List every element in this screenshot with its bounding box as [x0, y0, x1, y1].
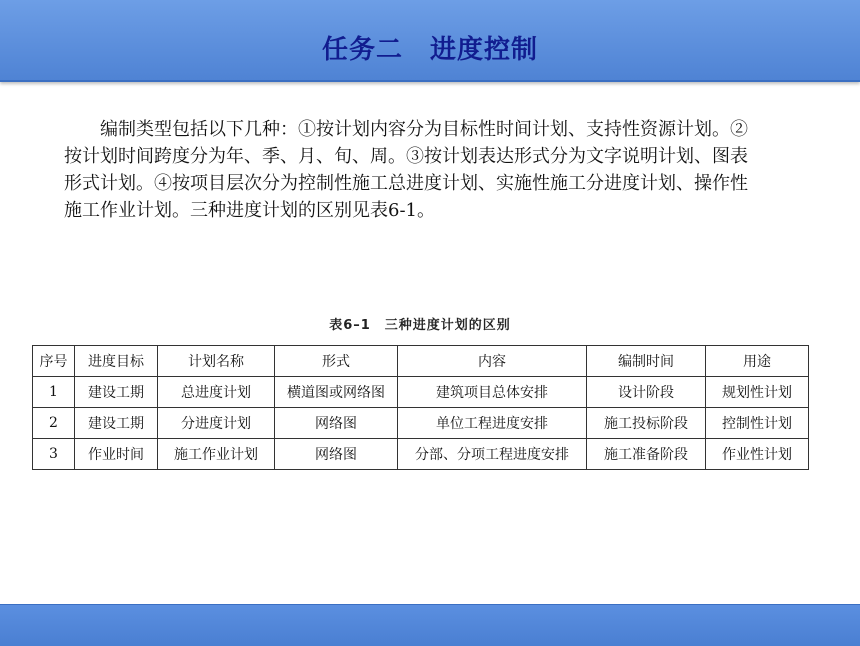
table-row — [33, 439, 809, 470]
col-header-index: 序号 — [33, 346, 75, 377]
cell-form: 网络图 — [275, 439, 398, 470]
header-bar — [0, 0, 860, 82]
table-row — [33, 408, 809, 439]
cell-purpose: 作业性计划 — [706, 439, 809, 470]
cell-purpose: 控制性计划 — [706, 408, 809, 439]
table-caption: 表6–1 三种进度计划的区别 — [329, 318, 511, 333]
cell-prep-time: 施工投标阶段 — [587, 408, 706, 439]
col-header-plan-name: 计划名称 — [158, 346, 275, 377]
cell-prep-time: 设计阶段 — [587, 377, 706, 408]
cell-plan-name: 施工作业计划 — [158, 439, 275, 470]
cell-content: 建筑项目总体安排 — [398, 377, 587, 408]
cell-index: 3 — [33, 439, 75, 470]
slide-title: 任务二 进度控制 — [321, 35, 538, 65]
table-row — [33, 377, 809, 408]
cell-form: 网络图 — [275, 408, 398, 439]
cell-target: 建设工期 — [75, 408, 158, 439]
cell-purpose: 规划性计划 — [706, 377, 809, 408]
body-paragraph: 编制类型包括以下几种：①按计划内容分为目标性时间计划、支持性资源计划。②按计划时间跨度分为年、季、月、旬、周。③按计划表达形式分为文字说明计划、图表形式计划。④按项目层次分为控制性施工总进度计划、实施性施工分进度计划、操作性施工作业计划。三种进度计划的区别见表6-1。 — [64, 119, 748, 221]
cell-plan-name: 总进度计划 — [158, 377, 275, 408]
cell-index: 1 — [33, 377, 75, 408]
cell-form: 横道图或网络图 — [275, 377, 398, 408]
footer-bar — [0, 604, 860, 646]
col-header-form: 形式 — [275, 346, 398, 377]
schedule-table — [32, 345, 809, 470]
cell-target: 建设工期 — [75, 377, 158, 408]
cell-plan-name: 分进度计划 — [158, 408, 275, 439]
cell-target: 作业时间 — [75, 439, 158, 470]
col-header-target: 进度目标 — [75, 346, 158, 377]
col-header-content: 内容 — [398, 346, 587, 377]
table-header-row — [33, 346, 809, 377]
cell-content: 分部、分项工程进度安排 — [398, 439, 587, 470]
cell-index: 2 — [33, 408, 75, 439]
cell-prep-time: 施工准备阶段 — [587, 439, 706, 470]
col-header-purpose: 用途 — [706, 346, 809, 377]
cell-content: 单位工程进度安排 — [398, 408, 587, 439]
col-header-prep-time: 编制时间 — [587, 346, 706, 377]
